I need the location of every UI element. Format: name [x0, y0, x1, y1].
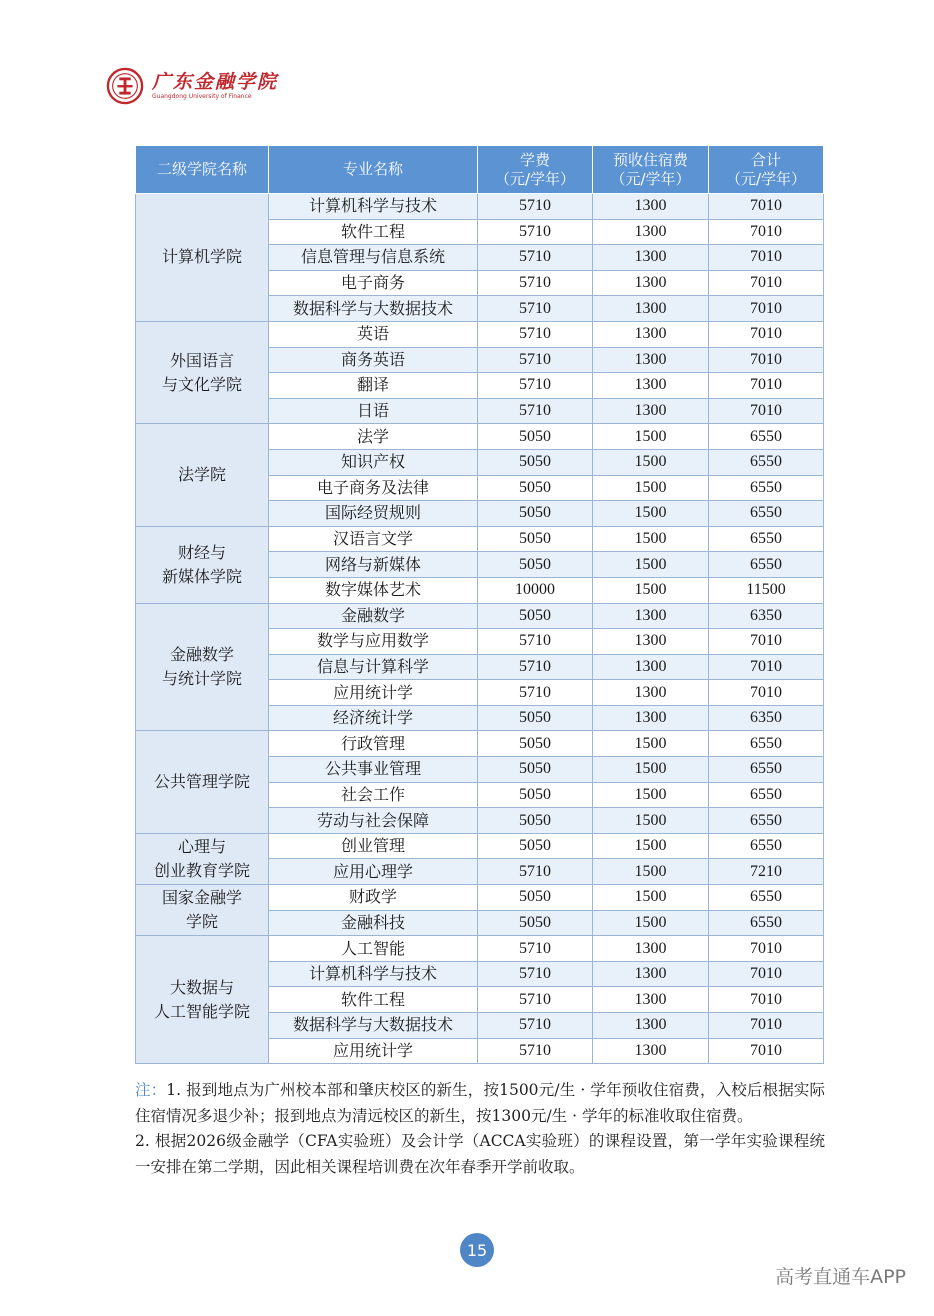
tuition-cell: 5710: [478, 936, 593, 962]
housing-cell: 1500: [593, 577, 709, 603]
tuition-cell: 5710: [478, 347, 593, 373]
tuition-cell: 5710: [478, 321, 593, 347]
watermark: 高考直通车APP: [775, 1266, 906, 1288]
school-name-cn: 广东金融学院: [152, 71, 279, 93]
total-cell: 7010: [709, 680, 824, 706]
housing-cell: 1300: [593, 680, 709, 706]
total-cell: 7010: [709, 1038, 824, 1064]
college-name: 金融数学: [169, 644, 234, 664]
housing-cell: 1500: [593, 885, 709, 911]
major-cell: 行政管理: [269, 731, 478, 757]
tuition-cell: 5710: [478, 654, 593, 680]
header-college-line: 二级学院名称: [156, 160, 247, 178]
college-name: 公共管理学院: [153, 772, 250, 792]
college-cell: [136, 936, 269, 1064]
major-cell: 计算机科学与技术: [269, 961, 478, 987]
total-cell: 6550: [709, 731, 824, 757]
housing-cell: 1300: [593, 603, 709, 629]
table-body: [136, 194, 824, 1064]
major-cell: 人工智能: [269, 936, 478, 962]
page-number: 15: [460, 1233, 494, 1267]
table-row: [136, 731, 824, 757]
note-1: [135, 1078, 825, 1129]
tuition-cell: 5710: [478, 245, 593, 271]
total-cell: 7010: [709, 321, 824, 347]
major-cell: 翻译: [269, 373, 478, 399]
total-cell: 6350: [709, 705, 824, 731]
housing-cell: 1300: [593, 296, 709, 322]
total-cell: 11500: [709, 577, 824, 603]
header-housing: [593, 146, 709, 194]
major-cell: 软件工程: [269, 219, 478, 245]
housing-cell: 1500: [593, 501, 709, 527]
major-cell: 应用统计学: [269, 1038, 478, 1064]
major-cell: 信息管理与信息系统: [269, 245, 478, 271]
total-cell: 6550: [709, 552, 824, 578]
major-cell: 软件工程: [269, 987, 478, 1013]
total-cell: 6550: [709, 424, 824, 450]
tuition-cell: 5050: [478, 526, 593, 552]
tuition-cell: 5050: [478, 808, 593, 834]
tuition-cell: 5710: [478, 1013, 593, 1039]
table-row: [136, 526, 824, 552]
note-1-text: 1. 报到地点为广州校本部和肇庆校区的新生，按1500元/生 · 学年预收住宿费，入校后根据实际住宿情况多退少补；报到地点为清远校区的新生，按1300元/生 · 学年的标准收取住宿费。: [135, 1081, 825, 1125]
major-cell: 汉语言文学: [269, 526, 478, 552]
total-cell: 6550: [709, 475, 824, 501]
total-cell: 7210: [709, 859, 824, 885]
housing-cell: 1300: [593, 194, 709, 220]
housing-cell: 1300: [593, 987, 709, 1013]
tuition-cell: 5050: [478, 705, 593, 731]
total-cell: 6550: [709, 910, 824, 936]
table-row: [136, 885, 824, 911]
total-cell: 7010: [709, 398, 824, 424]
total-cell: 7010: [709, 296, 824, 322]
total-cell: 7010: [709, 270, 824, 296]
total-cell: 7010: [709, 373, 824, 399]
college-name: 与统计学院: [161, 668, 242, 688]
school-seal-icon: [106, 67, 144, 105]
major-cell: 劳动与社会保障: [269, 808, 478, 834]
tuition-cell: 5710: [478, 373, 593, 399]
housing-cell: 1300: [593, 654, 709, 680]
tuition-cell: 5050: [478, 475, 593, 501]
table-row: [136, 833, 824, 859]
major-cell: 国际经贸规则: [269, 501, 478, 527]
major-cell: 法学: [269, 424, 478, 450]
housing-cell: 1500: [593, 757, 709, 783]
tuition-cell: 5710: [478, 296, 593, 322]
major-cell: 信息与计算科学: [269, 654, 478, 680]
housing-cell: 1300: [593, 629, 709, 655]
total-cell: 6550: [709, 808, 824, 834]
fee-table: [135, 145, 824, 1064]
tuition-cell: 5710: [478, 194, 593, 220]
total-cell: 7010: [709, 654, 824, 680]
total-cell: 7010: [709, 1013, 824, 1039]
housing-cell: 1300: [593, 270, 709, 296]
school-logo: [106, 64, 278, 108]
college-name: 法学院: [177, 465, 226, 485]
tuition-cell: 5050: [478, 885, 593, 911]
major-cell: 应用心理学: [269, 859, 478, 885]
table-row: [136, 424, 824, 450]
housing-cell: 1300: [593, 936, 709, 962]
housing-cell: 1500: [593, 552, 709, 578]
header-housing-line: （元/学年）: [610, 169, 691, 188]
tuition-cell: 5710: [478, 987, 593, 1013]
tuition-cell: 5710: [478, 961, 593, 987]
total-cell: 7010: [709, 961, 824, 987]
total-cell: 7010: [709, 987, 824, 1013]
housing-cell: 1300: [593, 321, 709, 347]
major-cell: 商务英语: [269, 347, 478, 373]
housing-cell: 1300: [593, 705, 709, 731]
header-total: [709, 146, 824, 194]
housing-cell: 1300: [593, 347, 709, 373]
tuition-cell: 5710: [478, 1038, 593, 1064]
header-total-line: 合计: [750, 150, 781, 169]
college-name: 计算机学院: [161, 247, 242, 267]
tuition-cell: 5050: [478, 910, 593, 936]
major-cell: 经济统计学: [269, 705, 478, 731]
college-cell: [136, 603, 269, 731]
note-2: 2. 根据2026级金融学（CFA实验班）及会计学（ACCA实验班）的课程设置，第一学年实验课程统一安排在第二学期，因此相关课程培训费在次年春季开学前收取。: [135, 1132, 825, 1176]
total-cell: 6550: [709, 526, 824, 552]
housing-cell: 1500: [593, 808, 709, 834]
major-cell: 金融科技: [269, 910, 478, 936]
college-name: 大数据与: [169, 977, 234, 997]
total-cell: 6550: [709, 833, 824, 859]
major-cell: 网络与新媒体: [269, 552, 478, 578]
major-cell: 计算机科学与技术: [269, 194, 478, 220]
housing-cell: 1300: [593, 1013, 709, 1039]
college-cell: [136, 321, 269, 423]
housing-cell: 1500: [593, 449, 709, 475]
total-cell: 6550: [709, 885, 824, 911]
tuition-cell: 5710: [478, 680, 593, 706]
header-total-line: （元/学年）: [725, 169, 807, 188]
notes: [135, 1078, 825, 1180]
total-cell: 6350: [709, 603, 824, 629]
major-cell: 英语: [269, 321, 478, 347]
tuition-cell: 5710: [478, 398, 593, 424]
major-cell: 数字媒体艺术: [269, 577, 478, 603]
college-name: 学院: [185, 912, 218, 932]
tuition-cell: 5050: [478, 757, 593, 783]
note-prefix: 注：: [135, 1081, 167, 1099]
header-major-line: 专业名称: [342, 160, 403, 178]
tuition-cell: 5710: [478, 270, 593, 296]
housing-cell: 1500: [593, 424, 709, 450]
major-cell: 财政学: [269, 885, 478, 911]
major-cell: 电子商务: [269, 270, 478, 296]
major-cell: 社会工作: [269, 782, 478, 808]
major-cell: 应用统计学: [269, 680, 478, 706]
tuition-cell: 10000: [478, 577, 593, 603]
total-cell: 6550: [709, 501, 824, 527]
total-cell: 7010: [709, 936, 824, 962]
total-cell: 7010: [709, 347, 824, 373]
header-tuition: [478, 146, 593, 194]
major-cell: 创业管理: [269, 833, 478, 859]
housing-cell: 1500: [593, 910, 709, 936]
college-name: 与文化学院: [161, 374, 242, 394]
major-cell: 日语: [269, 398, 478, 424]
major-cell: 数学与应用数学: [269, 629, 478, 655]
college-name: 国家金融学: [161, 888, 242, 908]
header-tuition-line: （元/学年）: [494, 169, 576, 188]
total-cell: 6550: [709, 782, 824, 808]
major-cell: 数据科学与大数据技术: [269, 296, 478, 322]
total-cell: 7010: [709, 219, 824, 245]
college-name: 人工智能学院: [153, 1001, 250, 1021]
tuition-cell: 5710: [478, 859, 593, 885]
college-cell: [136, 833, 269, 884]
housing-cell: 1500: [593, 782, 709, 808]
school-name-en: Guangdong University of Finance: [152, 93, 252, 100]
college-cell: [136, 424, 269, 526]
table-row: [136, 194, 824, 220]
total-cell: 7010: [709, 245, 824, 271]
housing-cell: 1500: [593, 833, 709, 859]
housing-cell: 1300: [593, 245, 709, 271]
college-name: 心理与: [177, 836, 226, 856]
college-name: 财经与: [177, 542, 226, 562]
major-cell: 知识产权: [269, 449, 478, 475]
tuition-cell: 5050: [478, 731, 593, 757]
housing-cell: 1500: [593, 731, 709, 757]
header-major: [269, 146, 478, 194]
college-name: 创业教育学院: [153, 860, 250, 880]
header-college: [136, 146, 269, 194]
college-name: 新媒体学院: [161, 566, 242, 586]
header-tuition-line: 学费: [519, 150, 550, 169]
college-name: 外国语言: [169, 350, 234, 370]
tuition-cell: 5050: [478, 603, 593, 629]
table-row: [136, 321, 824, 347]
table-header-row: [136, 146, 824, 194]
major-cell: 公共事业管理: [269, 757, 478, 783]
college-cell: [136, 885, 269, 936]
header-housing-line: 预收住宿费: [612, 150, 688, 169]
tuition-cell: 5050: [478, 552, 593, 578]
tuition-cell: 5710: [478, 629, 593, 655]
tuition-cell: 5050: [478, 501, 593, 527]
table-row: [136, 603, 824, 629]
college-cell: [136, 526, 269, 603]
major-cell: 金融数学: [269, 603, 478, 629]
total-cell: 7010: [709, 194, 824, 220]
total-cell: 6550: [709, 757, 824, 783]
major-cell: 电子商务及法律: [269, 475, 478, 501]
housing-cell: 1300: [593, 398, 709, 424]
housing-cell: 1300: [593, 219, 709, 245]
housing-cell: 1300: [593, 961, 709, 987]
housing-cell: 1500: [593, 859, 709, 885]
college-cell: [136, 731, 269, 833]
tuition-cell: 5050: [478, 449, 593, 475]
table-row: [136, 936, 824, 962]
total-cell: 7010: [709, 629, 824, 655]
housing-cell: 1300: [593, 1038, 709, 1064]
major-cell: 数据科学与大数据技术: [269, 1013, 478, 1039]
tuition-cell: 5050: [478, 782, 593, 808]
tuition-cell: 5050: [478, 424, 593, 450]
housing-cell: 1500: [593, 526, 709, 552]
housing-cell: 1500: [593, 475, 709, 501]
tuition-cell: 5050: [478, 833, 593, 859]
housing-cell: 1300: [593, 373, 709, 399]
tuition-cell: 5710: [478, 219, 593, 245]
total-cell: 6550: [709, 449, 824, 475]
college-cell: [136, 194, 269, 322]
